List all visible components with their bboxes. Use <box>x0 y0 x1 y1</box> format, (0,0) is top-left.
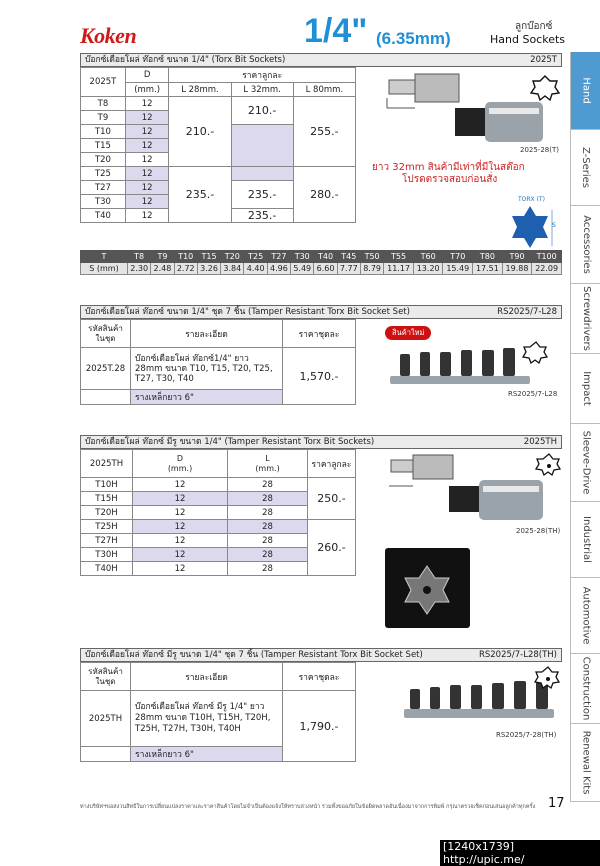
rail-cell: รางเหล็กยาว 6" <box>131 390 283 405</box>
size-s-cell: 15.49 <box>443 263 473 275</box>
table-cell: 12 <box>133 562 228 576</box>
table-cell: 12 <box>125 153 168 167</box>
tab-automotive[interactable]: Automotive <box>571 578 600 654</box>
empty-cell <box>81 747 131 762</box>
size-s-cell: 2.30 <box>128 263 151 275</box>
table-cell: 12 <box>133 520 228 534</box>
size-t-cell: T60 <box>413 251 443 263</box>
size-t-cell: T100 <box>532 251 562 263</box>
s-label: S <box>552 222 556 229</box>
size-t-cell: T90 <box>502 251 532 263</box>
size-s-cell: 4.40 <box>244 263 267 275</box>
col-detail: รายละเอียด <box>131 663 283 691</box>
col-code: รหัสสินค้า ในชุด <box>81 320 131 348</box>
tab-hand[interactable]: Hand <box>571 52 600 130</box>
col-l: L (mm.) <box>228 450 308 478</box>
torx-label: TORX (T) <box>518 196 545 203</box>
table-cell: T9 <box>81 111 126 125</box>
col-l28: L 28mm. <box>169 83 231 97</box>
size-s-cell: 8.79 <box>360 263 383 275</box>
size-t-cell: T20 <box>221 251 244 263</box>
table-cell: T10 <box>81 125 126 139</box>
footer-disclaimer: ทางบริษัทฯขอสงวนสิทธิในการเปลี่ยนแปลงราคาและราคาสินค้าโดยไม่จำเป็นต้องแจ้งให้ทราบล่วงหน้า รวมทั้งขออภัยในข้อผิดพลาดอันเนื่องมาจากการพิมพ์ กรุณาตรวจเช็คก่อนเสนอลูกค้าทุกครั้ง <box>80 804 536 810</box>
empty-cell <box>231 167 293 181</box>
table-cell: 12 <box>125 181 168 195</box>
table-cell: 12 <box>125 209 168 223</box>
table-cell: T25 <box>81 167 126 181</box>
col-l80: L 80mm. <box>293 83 355 97</box>
size-s-cell: 11.17 <box>384 263 414 275</box>
col-d-unit: (mm.) <box>125 83 168 97</box>
section-code: 2025TH <box>523 437 557 447</box>
size-t-cell: T45 <box>337 251 360 263</box>
model-cell: 2025TH <box>81 691 131 747</box>
tab-construction[interactable]: Construction <box>571 654 600 724</box>
col-detail: รายละเอียด <box>131 320 283 348</box>
tab-renewal-kits[interactable]: Renewal Kits <box>571 724 600 802</box>
size-t-cell: T55 <box>384 251 414 263</box>
thai-title: ลูกบ๊อกซ์ <box>515 21 553 32</box>
note-line: ยาว 32mm สินค้ามีเท่าที่มีในสต๊อก <box>372 162 525 173</box>
tamper-set-table <box>80 662 356 762</box>
table-cell: T25H <box>81 520 133 534</box>
size-s-cell: 19.88 <box>502 263 532 275</box>
size-t-cell: T27 <box>267 251 290 263</box>
table-cell: 12 <box>133 548 228 562</box>
table-cell: T10H <box>81 478 133 492</box>
size-s-cell: 3.26 <box>197 263 220 275</box>
brand-logo: Koken <box>80 23 137 48</box>
col-l32: L 32mm. <box>231 83 293 97</box>
size-t-cell: T70 <box>443 251 473 263</box>
rail-cell: รางเหล็กยาว 6" <box>131 747 283 762</box>
table-cell: 12 <box>133 506 228 520</box>
size-t-cell: T30 <box>291 251 314 263</box>
section-torx-header <box>80 53 562 67</box>
image-caption: RS2025/7-28(TH) <box>496 731 557 739</box>
new-product-badge: สินค้าใหม่ <box>385 326 431 340</box>
stock-note <box>372 162 525 186</box>
price-cell: 235.- <box>231 181 293 209</box>
section-code: 2025T <box>530 55 557 65</box>
tamper-socket-table <box>80 449 356 576</box>
size-header-t: T <box>81 251 128 263</box>
empty-cell <box>81 390 131 405</box>
table-cell: 28 <box>228 562 308 576</box>
table-cell: 12 <box>125 111 168 125</box>
size-s-cell: 2.72 <box>174 263 197 275</box>
watermark: [1240x1739] http://upic.me/ <box>440 840 600 866</box>
tab-z-series[interactable]: Z-Series <box>571 130 600 206</box>
section-set-header <box>80 305 562 319</box>
image-caption: RS2025/7-L28 <box>508 390 558 398</box>
col-model: 2025TH <box>81 450 133 478</box>
col-code: รหัสสินค้า ในชุด <box>81 663 131 691</box>
tab-impact[interactable]: Impact <box>571 354 600 424</box>
size-t-cell: T50 <box>360 251 383 263</box>
category-sidebar <box>570 52 600 802</box>
size-t-cell: T25 <box>244 251 267 263</box>
price-cell: 210.- <box>231 97 293 125</box>
tamper-set-image <box>400 665 564 733</box>
table-cell: T15H <box>81 492 133 506</box>
table-cell: T40H <box>81 562 133 576</box>
table-cell: 28 <box>228 478 308 492</box>
table-cell: 28 <box>228 492 308 506</box>
size-s-cell: 4.96 <box>267 263 290 275</box>
size-s-cell: 6.60 <box>314 263 337 275</box>
price-cell: 250.- <box>308 478 356 520</box>
tamper-socket-image <box>385 452 565 530</box>
size-s-cell: 3.84 <box>221 263 244 275</box>
table-cell: 12 <box>133 534 228 548</box>
table-cell: 12 <box>125 167 168 181</box>
table-cell: T8 <box>81 97 126 111</box>
table-cell: T20H <box>81 506 133 520</box>
table-cell: 28 <box>228 534 308 548</box>
table-cell: 12 <box>133 478 228 492</box>
table-cell: 28 <box>228 520 308 534</box>
size-s-cell: 13.20 <box>413 263 443 275</box>
size-s-cell: 17.51 <box>473 263 503 275</box>
image-caption: 2025-28(TH) <box>516 527 561 535</box>
model-cell: 2025T.28 <box>81 348 131 390</box>
table-cell: 28 <box>228 548 308 562</box>
torx-set-table <box>80 319 356 405</box>
torx-set-image <box>384 338 560 394</box>
note-line: โปรดตรวจสอบก่อนสั่ง <box>402 174 498 185</box>
section-tamper-header <box>80 435 562 449</box>
price-cell: 235.- <box>231 209 293 223</box>
page-number: 17 <box>548 796 565 811</box>
col-model: 2025T <box>81 68 126 97</box>
table-cell: T27H <box>81 534 133 548</box>
table-cell: 12 <box>133 492 228 506</box>
size-t-cell: T40 <box>314 251 337 263</box>
size-header-s: S (mm) <box>81 263 128 275</box>
size-t-cell: T9 <box>151 251 174 263</box>
table-cell: 12 <box>125 125 168 139</box>
section-tamper-set-header <box>80 648 562 662</box>
size-t-cell: T8 <box>128 251 151 263</box>
image-caption: 2025-28(T) <box>520 146 559 154</box>
size-s-cell: 7.77 <box>337 263 360 275</box>
size-t-cell: T10 <box>174 251 197 263</box>
table-cell: 12 <box>125 195 168 209</box>
empty-cell <box>231 125 293 167</box>
section-title: บ๊อกซ์เดือยโผล่ ท๊อกซ์ ขนาด 1/4" (Torx Bit Sockets) <box>85 55 286 65</box>
table-cell: 12 <box>125 139 168 153</box>
col-price: ราคาชุดละ <box>283 320 356 348</box>
size-s-cell: 2.48 <box>151 263 174 275</box>
table-cell: T20 <box>81 153 126 167</box>
section-code: RS2025/7-L28(TH) <box>478 650 557 660</box>
price-cell: 1,790.- <box>283 691 356 762</box>
price-cell: 1,570.- <box>283 348 356 405</box>
price-cell: 210.- <box>169 97 231 167</box>
table-cell: T27 <box>81 181 126 195</box>
tamper-bit-closeup-image <box>385 548 470 628</box>
tab-sleeve-drive[interactable]: Sleeve-Drive <box>571 424 600 502</box>
price-cell: 235.- <box>169 167 231 223</box>
torx-star-icon <box>506 204 560 254</box>
detail-cell: บ๊อกซ์เดือยโผล่ ท๊อกซ์1/4" ยาว 28mm ขนาด T10, T15, T20, T25, T27, T30, T40 <box>131 348 283 390</box>
page-title: Hand Sockets <box>490 33 566 46</box>
table-cell: T30 <box>81 195 126 209</box>
torx-socket-table <box>80 67 356 223</box>
section-title: บ๊อกซ์เดือยโผล่ ท๊อกซ์ ขนาด 1/4" ชุด 7 ชิ้น (Tamper Resistant Torx Bit Socket Set) <box>85 307 410 317</box>
size-mm: (6.35mm) <box>376 29 451 48</box>
section-title: บ๊อกซ์เดือยโผล่ ท๊อกซ์ มีรู ขนาด 1/4" ชุด 7 ชิ้น (Tamper Resistant Torx Bit Socket Set) <box>85 650 423 660</box>
table-cell: 28 <box>228 506 308 520</box>
size-s-cell: 22.09 <box>532 263 562 275</box>
col-price: ราคาลูกละ <box>308 450 356 478</box>
table-cell: T40 <box>81 209 126 223</box>
size-t-cell: T15 <box>197 251 220 263</box>
tab-industrial[interactable]: Industrial <box>571 502 600 578</box>
col-d: D <box>125 68 168 83</box>
price-cell: 260.- <box>308 520 356 576</box>
detail-cell: บ๊อกซ์เดือยโผล่ ท๊อกซ์ มีรู 1/4" ยาว 28mm ขนาด T10H, T15H, T20H, T25H, T27H, T30H, T40H <box>131 691 283 747</box>
size-title: 1/4" <box>304 12 368 50</box>
tab-screwdrivers[interactable]: Screwdrivers <box>571 284 600 354</box>
table-cell: T30H <box>81 548 133 562</box>
col-price: ราคาชุดละ <box>283 663 356 691</box>
size-s-cell: 5.49 <box>291 263 314 275</box>
size-t-cell: T80 <box>473 251 503 263</box>
table-cell: T15 <box>81 139 126 153</box>
section-title: บ๊อกซ์เดือยโผล่ ท๊อกซ์ มีรู ขนาด 1/4" (Tamper Resistant Torx Bit Sockets) <box>85 437 375 447</box>
price-cell: 255.- <box>293 97 355 167</box>
col-price: ราคาลูกละ <box>169 68 356 83</box>
price-cell: 280.- <box>293 167 355 223</box>
tab-accessories[interactable]: Accessories <box>571 206 600 284</box>
col-d: D (mm.) <box>133 450 228 478</box>
torx-size-table <box>80 250 562 275</box>
section-code: RS2025/7-L28 <box>497 307 557 317</box>
table-cell: 12 <box>125 97 168 111</box>
